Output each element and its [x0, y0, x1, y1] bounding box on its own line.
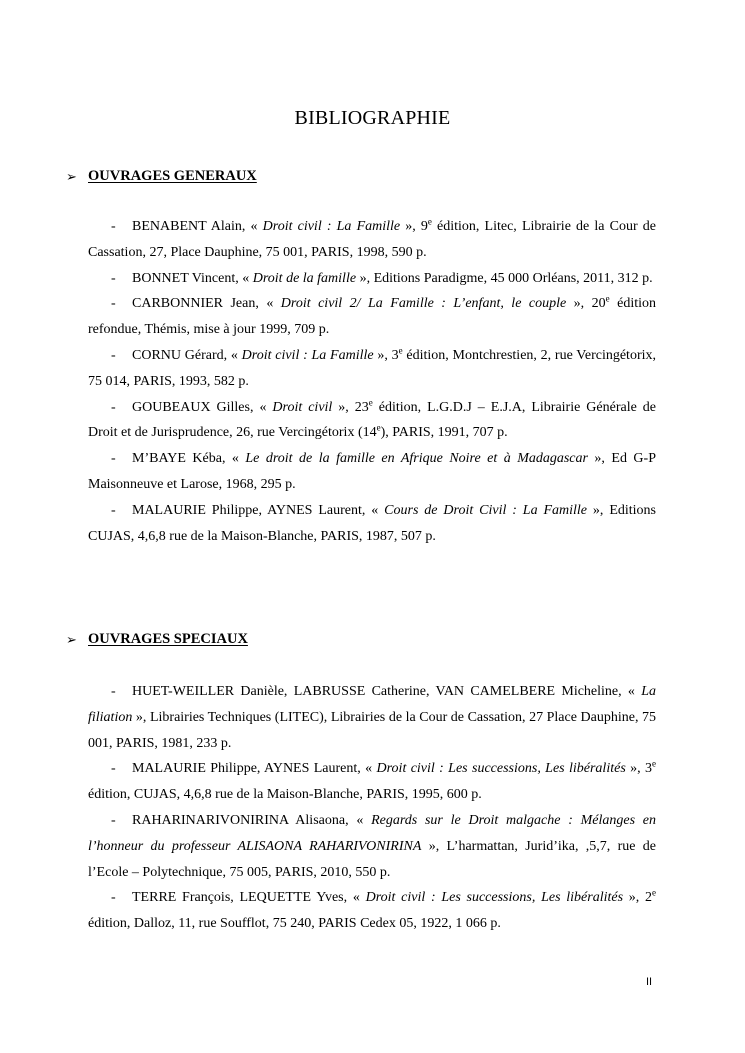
- section-heading-ouvrages-speciaux: [66, 631, 248, 648]
- arrow-bullet-icon: ➢: [66, 631, 77, 647]
- bibliography-entry: - CORNU Gérard, « Droit civil : La Famille », 3e édition, Montchrestien, 2, rue Vercingétorix, 75 014, PARIS, 1993, 582 p.: [88, 345, 657, 389]
- section-heading-label: OUVRAGES GENERAUX: [88, 168, 257, 184]
- bibliography-entry: - BONNET Vincent, « Droit de la famille », Editions Paradigme, 45 000 Orléans, 2011, 312 p.: [111, 270, 653, 286]
- bibliography-entry: - M’BAYE Kéba, « Le droit de la famille en Afrique Noire et à Madagascar », Ed G-P Maisonneuve et Larose, 1968, 295 p.: [88, 451, 656, 492]
- bibliography-entry: - MALAURIE Philippe, AYNES Laurent, « Cours de Droit Civil : La Famille », Editions CUJAS, 4,6,8 rue de la Maison-Blanche, PARIS, 1987, 507 p.: [88, 502, 656, 544]
- bibliography-entry: - TERRE François, LEQUETTE Yves, « Droit civil : Les successions, Les libéralités », 2e édition, Dalloz, 11, rue Soufflot, 75 240, PARIS Cedex 05, 1922, 1 066 p.: [88, 887, 656, 932]
- bibliography-entry: - BENABENT Alain, « Droit civil : La Famille », 9e édition, Litec, Librairie de la Cour de Cassation, 27, Place Dauphine, 75 001, PARIS, 1998, 590 p.: [88, 216, 656, 260]
- bibliography-list-generaux: [88, 214, 656, 549]
- bibliography-entry: - RAHARINARIVONIRINA Alisaona, « Regards sur le Droit malgache : Mélanges en l’honneur du professeur ALISAONA RAHARIVONIRINA », L’harmattan, Jurid’ika, ,5,7, rue de l’Ecole – Polytechnique, 75 005, PARIS, 2010, 550 p.: [88, 812, 656, 880]
- bibliography-entry: - GOUBEAUX Gilles, « Droit civil », 23e édition, L.G.D.J – E.J.A, Librairie Générale de Droit et de Jurisprudence, 26, rue Vercingétorix (14e), PARIS, 1991, 707 p.: [88, 396, 656, 441]
- section-heading-ouvrages-generaux: [66, 168, 257, 185]
- bibliography-entry: - CARBONNIER Jean, « Droit civil 2/ La Famille : L’enfant, le couple », 20e édition refondue, Thémis, mise à jour 1999, 709 p.: [88, 293, 657, 338]
- bibliography-list-speciaux: [88, 679, 656, 937]
- bibliography-entry: - HUET-WEILLER Danièle, LABRUSSE Catherine, VAN CAMELBERE Micheline, « La filiation », Librairies Techniques (LITEC), Librairies de la Cour de Cassation, 27 Place Dauphine, 75 001, PARIS, 1981, 233 p.: [88, 684, 656, 751]
- bibliography-entry: - MALAURIE Philippe, AYNES Laurent, « Droit civil : Les successions, Les libéralités », 3e édition, CUJAS, 4,6,8 rue de la Maison-Blanche, PARIS, 1995, 600 p.: [88, 758, 656, 803]
- page-title: BIBLIOGRAPHIE: [294, 107, 451, 129]
- section-heading-label: OUVRAGES SPECIAUX: [88, 631, 248, 647]
- page-number: II: [646, 976, 653, 988]
- arrow-bullet-icon: ➢: [66, 168, 77, 184]
